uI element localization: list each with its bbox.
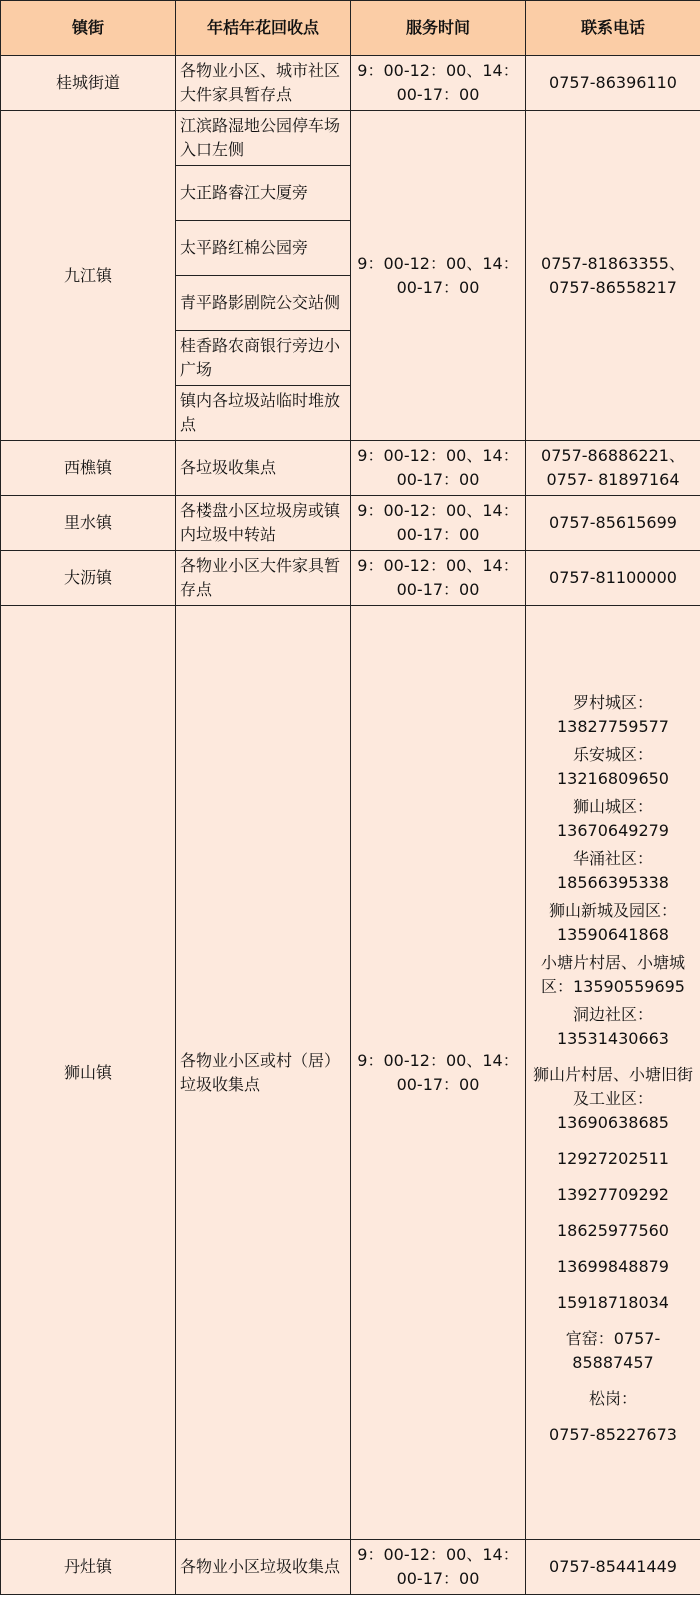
phone-list-cell xyxy=(526,606,700,1540)
table-row xyxy=(1,56,700,111)
table-row xyxy=(1,606,700,1540)
time-cell: 9：00-12：00、14：00-17：00 xyxy=(351,606,526,1540)
table-row xyxy=(1,111,700,166)
phone-entry: 官窑：0757-85887457 xyxy=(565,1328,661,1372)
phone-entry: 狮山城区：13670649279 xyxy=(557,796,669,840)
point-cell: 桂香路农商银行旁边小广场 xyxy=(176,331,351,386)
table-row xyxy=(1,496,700,551)
point-cell: 各物业小区垃圾收集点 xyxy=(176,1540,351,1595)
point-cell: 各物业小区或村（居）垃圾收集点 xyxy=(176,606,351,1540)
phone-entry: 12927202511 xyxy=(557,1148,669,1168)
table-row xyxy=(1,1540,700,1595)
time-cell: 9：00-12：00、14：00-17：00 xyxy=(351,441,526,496)
time-cell: 9：00-12：00、14：00-17：00 xyxy=(351,496,526,551)
point-cell: 青平路影剧院公交站侧 xyxy=(176,276,351,331)
phone-cell: 0757-86886221、0757- 81897164 xyxy=(526,441,700,496)
point-cell: 大正路睿江大厦旁 xyxy=(176,166,351,221)
header-time: 服务时间 xyxy=(351,1,526,56)
phone-entry: 华涌社区：18566395338 xyxy=(557,848,669,892)
phone-entry: 0757-85227673 xyxy=(549,1424,677,1444)
town-cell: 狮山镇 xyxy=(1,606,176,1540)
phone-cell: 0757-81863355、0757-86558217 xyxy=(526,111,700,441)
phone-entry: 狮山片村居、小塘旧街及工业区：13690638685 xyxy=(532,1064,693,1132)
phone-entry: 洞边社区：13531430663 xyxy=(557,1004,669,1048)
point-cell: 各物业小区大件家具暂存点 xyxy=(176,551,351,606)
phone-entry: 狮山新城及园区：13590641868 xyxy=(548,900,677,944)
time-cell: 9：00-12：00、14：00-17：00 xyxy=(351,56,526,111)
town-cell: 九江镇 xyxy=(1,111,176,441)
town-cell: 桂城街道 xyxy=(1,56,176,111)
phone-entry: 15918718034 xyxy=(557,1292,669,1312)
phone-entry: 13927709292 xyxy=(557,1184,669,1204)
point-cell: 各楼盘小区垃圾房或镇内垃圾中转站 xyxy=(176,496,351,551)
point-cell: 镇内各垃圾站临时堆放点 xyxy=(176,386,351,441)
table-row xyxy=(1,551,700,606)
town-cell: 里水镇 xyxy=(1,496,176,551)
phone-cell: 0757-86396110 xyxy=(526,56,700,111)
phone-entry: 罗村城区：13827759577 xyxy=(557,692,669,736)
phone-entry: 13699848879 xyxy=(557,1256,669,1276)
point-cell: 江滨路湿地公园停车场入口左侧 xyxy=(176,111,351,166)
header-row xyxy=(1,1,700,56)
town-cell: 西樵镇 xyxy=(1,441,176,496)
header-town: 镇街 xyxy=(1,1,176,56)
point-cell: 各物业小区、城市社区大件家具暂存点 xyxy=(176,56,351,111)
time-cell: 9：00-12：00、14：00-17：00 xyxy=(351,551,526,606)
phone-entry: 小塘片村居、小塘城区：13590559695 xyxy=(540,952,685,996)
header-point: 年桔年花回收点 xyxy=(176,1,351,56)
phone-entry: 18625977560 xyxy=(557,1220,669,1240)
phone-entry: 松岗： xyxy=(588,1388,637,1408)
phone-entry: 乐安城区：13216809650 xyxy=(557,744,669,788)
point-cell: 太平路红棉公园旁 xyxy=(176,221,351,276)
town-cell: 丹灶镇 xyxy=(1,1540,176,1595)
table-row xyxy=(1,441,700,496)
header-phone: 联系电话 xyxy=(526,1,700,56)
time-cell: 9：00-12：00、14：00-17：00 xyxy=(351,111,526,441)
point-cell: 各垃圾收集点 xyxy=(176,441,351,496)
phone-cell: 0757-85615699 xyxy=(526,496,700,551)
town-cell: 大沥镇 xyxy=(1,551,176,606)
phone-cell: 0757-81100000 xyxy=(526,551,700,606)
phone-cell: 0757-85441449 xyxy=(526,1540,700,1595)
time-cell: 9：00-12：00、14：00-17：00 xyxy=(351,1540,526,1595)
